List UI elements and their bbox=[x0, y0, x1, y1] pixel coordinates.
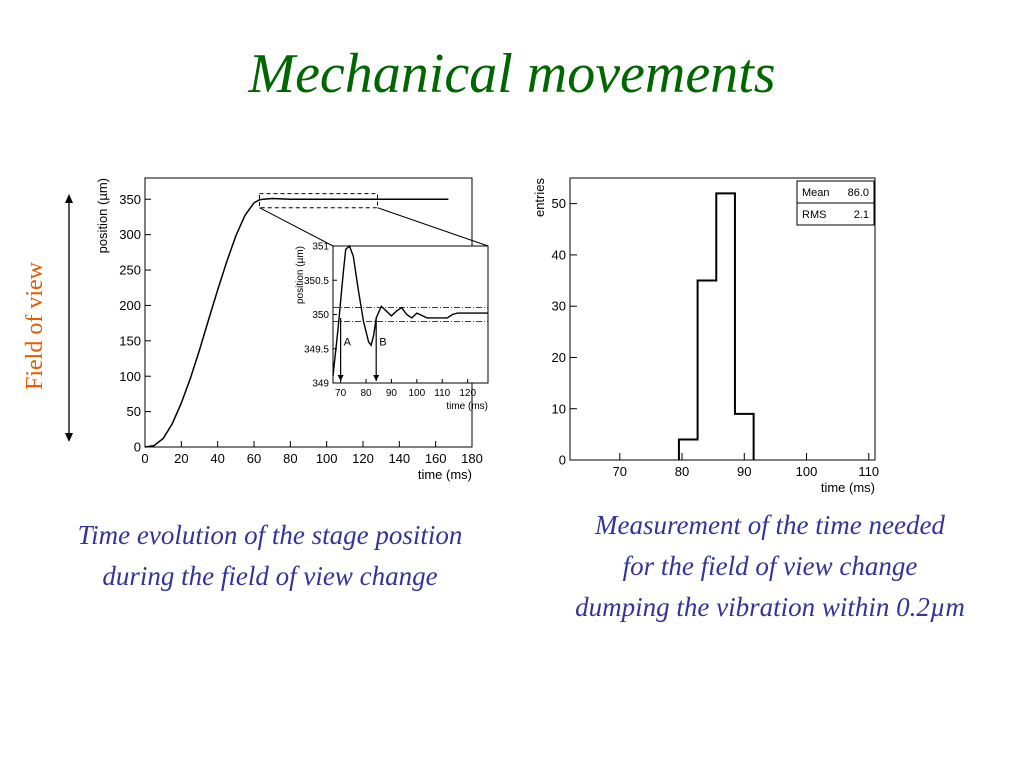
inset-y-tick-label: 350 bbox=[312, 310, 329, 321]
main-x-axis-label: time (ms) bbox=[417, 467, 472, 482]
hist-y-tick-label: 40 bbox=[551, 247, 566, 263]
inset-x-tick-label: 70 bbox=[335, 388, 347, 399]
slide-title: Mechanical movements bbox=[248, 43, 776, 105]
main-x-tick-label: 100 bbox=[315, 451, 338, 466]
hist-y-tick-label: 0 bbox=[558, 452, 566, 468]
caption-right-line-1: Measurement of the time needed bbox=[595, 510, 945, 540]
inset-y-tick-label: 351 bbox=[312, 241, 329, 253]
main-x-tick-label: 140 bbox=[388, 451, 411, 466]
main-y-tick-label: 100 bbox=[119, 368, 141, 384]
inset-x-tick-label: 120 bbox=[459, 388, 477, 399]
main-y-tick-label: 200 bbox=[119, 297, 141, 313]
caption-right-line-3: dumping the vibration within 0.2µm bbox=[575, 592, 965, 622]
marker-label-B: B bbox=[379, 336, 387, 349]
hist-x-tick-label: 80 bbox=[674, 464, 690, 479]
hist-y-tick-label: 10 bbox=[551, 401, 566, 417]
caption-right bbox=[510, 505, 1024, 628]
hist-x-axis-label: time (ms) bbox=[820, 480, 875, 495]
inset-y-axis-label: position (µm) bbox=[295, 246, 306, 304]
caption-left-line-2: during the field of view change bbox=[102, 561, 438, 591]
inset-y-tick-label: 349 bbox=[312, 378, 329, 390]
marker-label-A: A bbox=[343, 336, 351, 349]
main-y-tick-label: 350 bbox=[119, 191, 141, 207]
inset-x-axis-label: time (ms) bbox=[446, 401, 488, 412]
main-y-axis-label: position (µm) bbox=[95, 178, 110, 254]
hist-y-tick-label: 50 bbox=[551, 196, 566, 212]
field-of-view-arrow bbox=[59, 192, 79, 452]
hist-x-tick-label: 70 bbox=[612, 464, 628, 479]
hist-y-tick-label: 30 bbox=[551, 298, 566, 314]
main-y-tick-label: 150 bbox=[119, 333, 141, 349]
main-y-tick-label: 300 bbox=[119, 227, 141, 243]
main-x-tick-label: 60 bbox=[246, 451, 262, 466]
main-x-tick-label: 80 bbox=[283, 451, 298, 466]
settling-time-histogram bbox=[525, 170, 895, 500]
main-x-tick-label: 120 bbox=[352, 451, 374, 466]
caption-left bbox=[20, 515, 520, 597]
position-vs-time-chart bbox=[90, 170, 490, 500]
inset-x-tick-label: 90 bbox=[385, 388, 398, 399]
main-y-tick-label: 0 bbox=[133, 439, 141, 455]
inset-frame bbox=[333, 246, 488, 383]
inset-x-tick-label: 80 bbox=[360, 388, 372, 399]
stats-mean-value: 86.0 bbox=[847, 187, 869, 199]
main-y-tick-label: 50 bbox=[126, 404, 141, 420]
inset-y-tick-label: 349.5 bbox=[303, 344, 329, 356]
hist-x-tick-label: 110 bbox=[858, 464, 880, 479]
inset-x-tick-label: 100 bbox=[408, 388, 426, 399]
caption-left-line-1: Time evolution of the stage position bbox=[77, 520, 463, 550]
field-of-view-label: Field of view bbox=[22, 262, 48, 390]
main-x-tick-label: 160 bbox=[424, 451, 447, 466]
stats-rms-label: RMS bbox=[802, 209, 827, 221]
inset-x-tick-label: 110 bbox=[434, 388, 451, 399]
main-x-tick-label: 40 bbox=[210, 451, 225, 466]
main-x-tick-label: 20 bbox=[174, 451, 189, 466]
hist-y-axis-label: entries bbox=[532, 178, 547, 218]
stats-box bbox=[797, 181, 874, 225]
inset-y-tick-label: 350.5 bbox=[303, 275, 329, 287]
stats-rms-value: 2.1 bbox=[853, 209, 869, 221]
main-x-tick-label: 0 bbox=[141, 451, 149, 466]
hist-x-tick-label: 100 bbox=[795, 464, 818, 479]
main-x-tick-label: 180 bbox=[461, 451, 483, 466]
main-y-tick-label: 250 bbox=[119, 262, 141, 278]
hist-x-tick-label: 90 bbox=[737, 464, 752, 479]
caption-right-line-2: for the field of view change bbox=[622, 551, 918, 581]
stats-mean-label: Mean bbox=[802, 187, 830, 199]
hist-y-tick-label: 20 bbox=[551, 350, 566, 366]
